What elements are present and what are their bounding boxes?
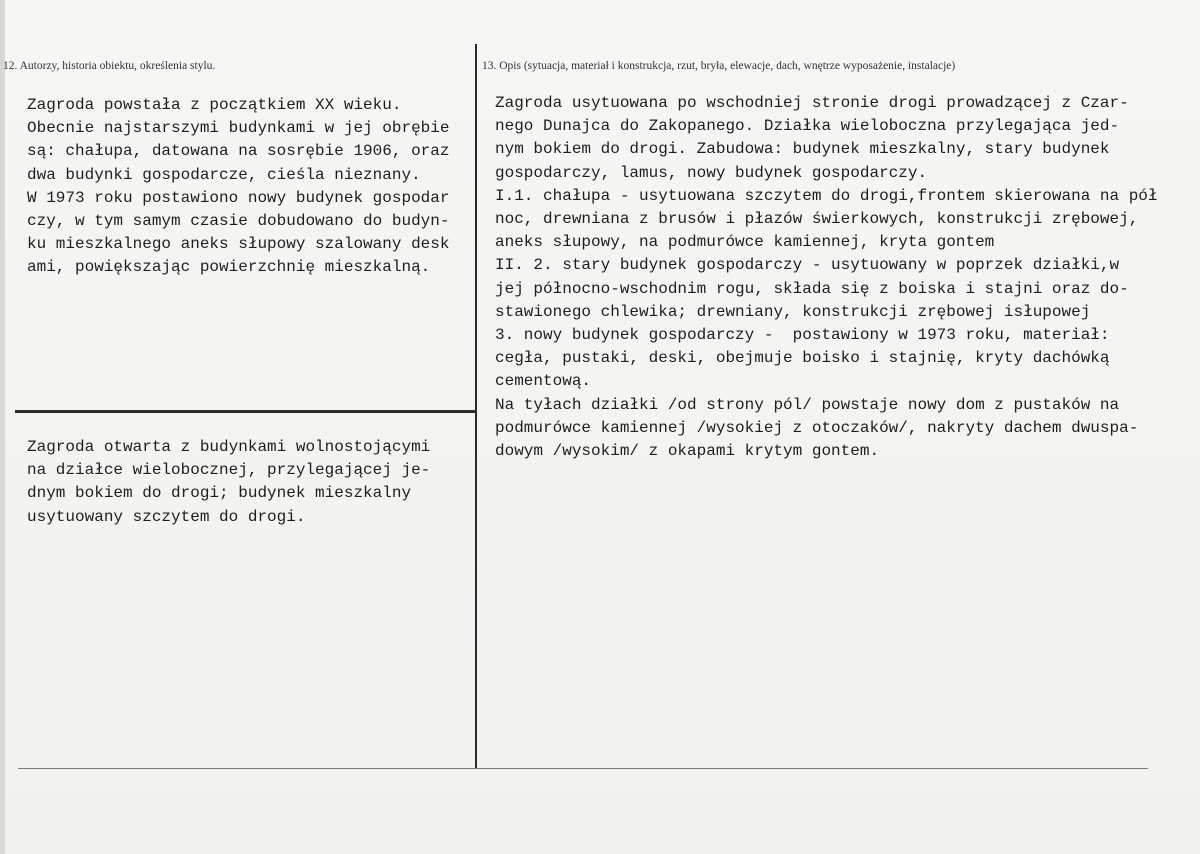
text-line: I.1. chałupa - usytuowana szczytem do drogi,frontem skierowana na pół xyxy=(495,186,1158,205)
section-13-header: 13. Opis (sytuacja, materiał i konstrukcja, rzut, bryła, elewacje, dach, wnętrze wyposażenie, instalacje) xyxy=(482,60,956,72)
text-line: stawionego chlewika; drewniany, konstrukcji zrębowej isłupowej xyxy=(495,302,1091,321)
text-line: Na tyłach działki /od strony pól/ powstaje nowy dom z pustaków na xyxy=(495,395,1120,414)
text-line: cegła, pustaki, deski, obejmuje boisko i stajnię, kryty dachówką xyxy=(495,349,1110,368)
text-line: Zagroda otwarta z budynkami wolnostojącymi xyxy=(27,438,431,456)
text-line: dowym /wysokim/ z okapami krytym gontem. xyxy=(495,442,880,461)
description-text xyxy=(495,92,1198,463)
summary-text xyxy=(27,436,475,529)
text-line: nym bokiem do drogi. Zabudowa: budynek mieszkalny, stary budynek xyxy=(495,140,1110,159)
text-line: usytuowany szczytem do drogi. xyxy=(27,507,306,526)
text-line: cementową. xyxy=(495,372,592,391)
text-line: ku mieszkalnego aneks słupowy szalowany desk xyxy=(27,235,450,254)
text-line: podmurówce kamiennej /wysokiej z otoczaków/, nakryty dachem dwuspa- xyxy=(495,418,1139,437)
text-line: czy, w tym samym czasie dobudowano do budyn- xyxy=(27,212,450,231)
left-section-divider xyxy=(15,410,476,413)
text-line: dnym bokiem do drogi; budynek mieszkalny xyxy=(27,484,412,503)
bottom-rule xyxy=(18,768,1148,769)
text-line: jej północno-wschodnim rogu, składa się z boiska i stajni oraz do- xyxy=(495,279,1129,298)
card-left-edge xyxy=(0,0,5,854)
text-line: 3. nowy budynek gospodarczy - postawiony w 1973 roku, materiał: xyxy=(495,326,1110,345)
text-line: nego Dunajca do Zakopanego. Działka wieloboczna przylegająca jed- xyxy=(495,117,1120,136)
column-divider xyxy=(475,44,477,768)
text-line: Zagroda powstała z początkiem XX wieku. xyxy=(27,96,402,114)
text-line: Zagroda usytuowana po wschodniej stronie drogi prowadzącej z Czar- xyxy=(495,94,1129,112)
section-12-header: 12. Autorzy, historia obiektu, określenia stylu. xyxy=(3,60,216,72)
text-line: Obecnie najstarszymi budynkami w jej obrębie xyxy=(27,119,450,138)
history-text xyxy=(27,94,475,280)
text-line: są: chałupa, datowana na sosrębie 1906, oraz xyxy=(27,142,450,161)
text-line: II. 2. stary budynek gospodarczy - usytuowany w poprzek działki,w xyxy=(495,256,1120,275)
text-line: gospodarczy, lamus, nowy budynek gospodarczy. xyxy=(495,163,928,182)
text-line: W 1973 roku postawiono nowy budynek gospodar xyxy=(27,188,450,207)
text-line: na działce wielobocznej, przylegającej je- xyxy=(27,461,431,480)
text-line: dwa budynki gospodarcze, cieśla nieznany. xyxy=(27,165,421,184)
text-line: ami, powiększając powierzchnię mieszkalną. xyxy=(27,258,431,277)
text-line: aneks słupowy, na podmurówce kamiennej, kryta gontem xyxy=(495,233,995,252)
text-line: noc, drewniana z brusów i płazów świerkowych, konstrukcji zrębowej, xyxy=(495,210,1139,229)
